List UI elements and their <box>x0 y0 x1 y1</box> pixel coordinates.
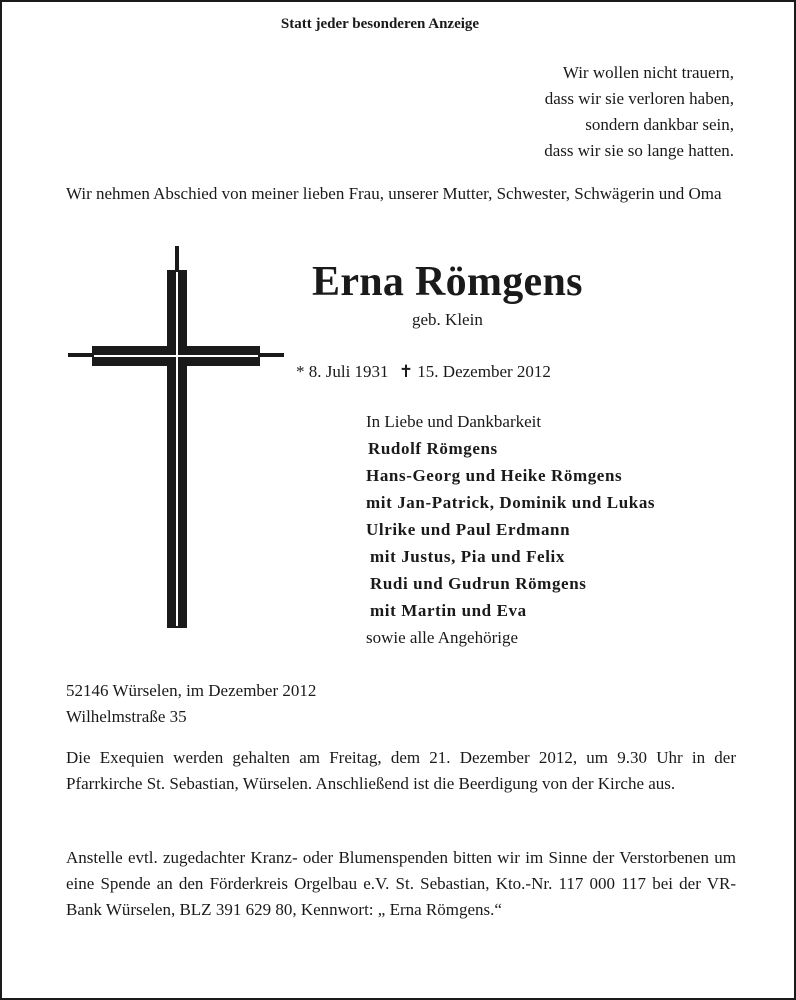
mourner-line: Ulrike und Paul Erdmann <box>366 520 571 539</box>
notice-header: Statt jeder besonderen Anzeige <box>280 16 480 32</box>
mourner-line: mit Martin und Eva <box>370 601 527 620</box>
street-address: Wilhelmstraße 35 <box>66 707 187 726</box>
address-block <box>66 678 316 730</box>
place-date: 52146 Würselen, im Dezember 2012 <box>66 681 317 700</box>
mourner-line: Rudolf Römgens <box>368 439 498 458</box>
christian-cross-icon <box>68 246 288 628</box>
poem-line: sondern dankbar sein, <box>585 115 734 134</box>
life-dates <box>296 362 557 382</box>
poem-line: dass wir sie so lange hatten. <box>544 141 734 160</box>
death-date: ✝ 15. Dezember 2012 <box>398 362 551 381</box>
mourner-line: Rudi und Gudrun Römgens <box>370 574 587 593</box>
birth-date: * 8. Juli 1931 <box>296 362 389 381</box>
deceased-name: Erna Römgens <box>312 259 583 305</box>
mourners-list <box>366 408 655 651</box>
poem-line: dass wir sie verloren haben, <box>544 89 734 108</box>
mourner-line: In Liebe und Dankbarkeit <box>366 412 542 431</box>
funeral-info: Die Exequien werden gehalten am Freitag, dem 21. Dezember 2012, um 9.30 Uhr in der Pfarrkirche St. Sebastian, Würselen. Anschließend ist die Beerdigung von der Kirche aus. <box>66 748 736 793</box>
mourner-line: sowie alle Angehörige <box>366 628 519 647</box>
donation-request: Anstelle evtl. zugedachter Kranz- oder Blumenspenden bitten wir im Sinne der Verstorbenen um eine Spende an den Förderkreis Orgelbau e.V. St. Sebastian, Kto.-Nr. 117 000 117 bei der VR-Bank Würselen, BLZ 391 629 80, Kennwort: „ Erna Römgens.“ <box>66 848 736 919</box>
mourner-line: mit Jan-Patrick, Dominik und Lukas <box>366 493 656 512</box>
poem-line: Wir wollen nicht trauern, <box>562 63 734 82</box>
mourner-line: Hans-Georg und Heike Römgens <box>366 466 623 485</box>
mourner-line: mit Justus, Pia und Felix <box>370 547 565 566</box>
intro-text: Wir nehmen Abschied von meiner lieben Frau, unserer Mutter, Schwester, Schwägerin und Oma <box>66 184 722 203</box>
poem <box>544 60 734 164</box>
maiden-name: geb. Klein <box>412 310 483 329</box>
